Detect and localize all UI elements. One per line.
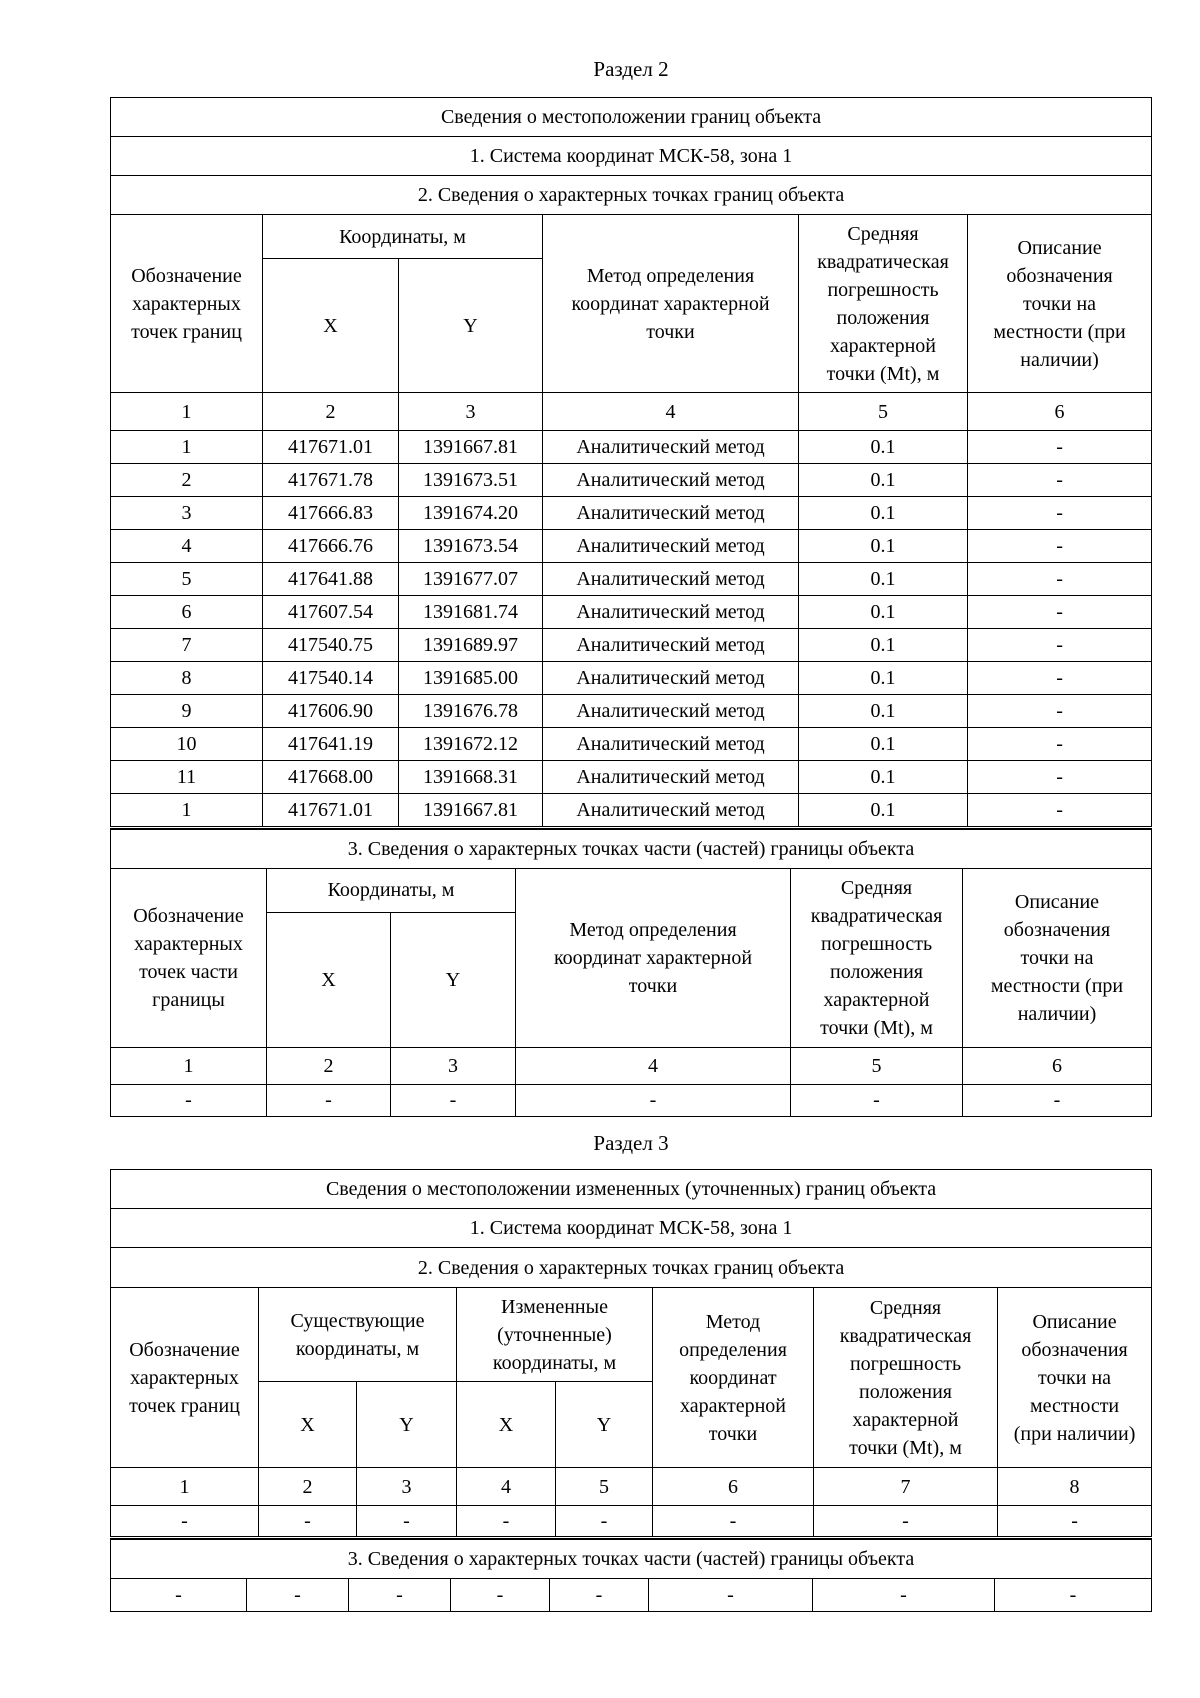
header-description: Описание обозначения точки на местности (при наличии) <box>968 215 1152 393</box>
table-cell: 0.1 <box>799 563 968 596</box>
table-cell: - <box>111 1084 267 1116</box>
table-cell: 4 <box>111 530 263 563</box>
header-coordinates: Координаты, м <box>267 868 516 912</box>
points-subtitle: 2. Сведения о характерных точках границ объекта <box>111 176 1152 215</box>
table-row <box>111 596 1152 629</box>
table-cell: - <box>968 563 1152 596</box>
table-cell: - <box>968 695 1152 728</box>
coordinate-system: 1. Система координат МСК-58, зона 1 <box>111 137 1152 176</box>
table-row <box>111 794 1152 827</box>
header-method: Метод определения координат характерной точки <box>653 1288 814 1468</box>
table-row <box>111 761 1152 794</box>
table-cell: 1 <box>111 794 263 827</box>
table-row <box>111 530 1152 563</box>
section-2-parts-table <box>110 828 1152 1117</box>
table-cell: 417671.01 <box>263 794 399 827</box>
column-numbers-row <box>111 1468 1152 1506</box>
column-number: 1 <box>111 1047 267 1084</box>
table-cell: 0.1 <box>799 794 968 827</box>
table-cell: 5 <box>111 563 263 596</box>
table-cell: 8 <box>111 662 263 695</box>
table-cell: 2 <box>111 464 263 497</box>
table-cell: Аналитический метод <box>543 563 799 596</box>
table-cell: 1391672.12 <box>399 728 543 761</box>
table-cell: 1391668.31 <box>399 761 543 794</box>
column-number: 2 <box>267 1047 391 1084</box>
table-cell: - <box>968 629 1152 662</box>
header-y: Y <box>391 912 516 1047</box>
table-cell: Аналитический метод <box>543 794 799 827</box>
header-designation: Обозначение характерных точек части границы <box>111 868 267 1047</box>
table-row <box>111 728 1152 761</box>
table-cell: - <box>995 1578 1152 1611</box>
table-cell: 1391685.00 <box>399 662 543 695</box>
points-body <box>111 431 1152 827</box>
column-number: 6 <box>653 1468 814 1506</box>
table-cell: 0.1 <box>799 662 968 695</box>
table-cell: 6 <box>111 596 263 629</box>
column-number: 3 <box>391 1047 516 1084</box>
table-cell: - <box>968 596 1152 629</box>
table-cell: - <box>516 1084 791 1116</box>
table-cell: 7 <box>111 629 263 662</box>
table-cell: 0.1 <box>799 761 968 794</box>
header-designation: Обозначение характерных точек границ <box>111 215 263 393</box>
header-y-changed: Y <box>556 1382 653 1468</box>
table-cell: - <box>791 1084 963 1116</box>
table-cell: Аналитический метод <box>543 761 799 794</box>
header-x: X <box>267 912 391 1047</box>
table-row <box>111 1506 1152 1537</box>
table-cell: - <box>968 464 1152 497</box>
header-description: Описание обозначения точки на местности (при наличии) <box>998 1288 1152 1468</box>
table-cell: 9 <box>111 695 263 728</box>
header-error: Средняя квадратическая погрешность положения характерной точки (Mt), м <box>791 868 963 1047</box>
table-cell: 1391667.81 <box>399 794 543 827</box>
table-row <box>111 1578 1152 1611</box>
table-cell: 10 <box>111 728 263 761</box>
header-y: Y <box>399 259 543 393</box>
column-number: 4 <box>543 393 799 431</box>
table-cell: 0.1 <box>799 695 968 728</box>
header-method: Метод определения координат характерной точки <box>543 215 799 393</box>
table-cell: 417641.88 <box>263 563 399 596</box>
section-3-boundaries-table <box>110 1169 1152 1537</box>
table-cell: - <box>968 431 1152 464</box>
parts-subtitle: 3. Сведения о характерных точках части (частей) границы объекта <box>111 1539 1152 1578</box>
column-number: 4 <box>516 1047 791 1084</box>
section-2-boundaries-table <box>110 97 1152 827</box>
column-numbers-row <box>111 393 1152 431</box>
header-x-existing: X <box>259 1382 357 1468</box>
table-cell: - <box>968 728 1152 761</box>
table-cell: 0.1 <box>799 431 968 464</box>
header-x: X <box>263 259 399 393</box>
column-number: 2 <box>263 393 399 431</box>
header-y-existing: Y <box>357 1382 457 1468</box>
table-cell: 1391676.78 <box>399 695 543 728</box>
table-title: Сведения о местоположении границ объекта <box>111 98 1152 137</box>
table-title: Сведения о местоположении измененных (уточненных) границ объекта <box>111 1170 1152 1209</box>
points-subtitle: 2. Сведения о характерных точках границ объекта <box>111 1248 1152 1288</box>
table-cell: 1 <box>111 431 263 464</box>
header-coordinates: Координаты, м <box>263 215 543 259</box>
table-cell: Аналитический метод <box>543 530 799 563</box>
table-cell: - <box>349 1578 451 1611</box>
table-cell: - <box>111 1506 259 1537</box>
table-cell: Аналитический метод <box>543 662 799 695</box>
table-cell: - <box>267 1084 391 1116</box>
table-cell: 0.1 <box>799 497 968 530</box>
table-cell: Аналитический метод <box>543 629 799 662</box>
table-cell: Аналитический метод <box>543 497 799 530</box>
table-cell: Аналитический метод <box>543 596 799 629</box>
table-cell: 0.1 <box>799 629 968 662</box>
table-cell: - <box>968 497 1152 530</box>
table-row <box>111 1084 1152 1116</box>
table-cell: - <box>814 1506 998 1537</box>
table-cell: 417540.14 <box>263 662 399 695</box>
column-number: 1 <box>111 393 263 431</box>
table-cell: 417540.75 <box>263 629 399 662</box>
table-cell: - <box>968 761 1152 794</box>
table-cell: 0.1 <box>799 728 968 761</box>
table-cell: 3 <box>111 497 263 530</box>
column-number: 6 <box>963 1047 1152 1084</box>
table-cell: - <box>259 1506 357 1537</box>
column-number: 5 <box>791 1047 963 1084</box>
table-cell: - <box>550 1578 649 1611</box>
table-cell: - <box>963 1084 1152 1116</box>
table-cell: Аналитический метод <box>543 464 799 497</box>
column-number: 3 <box>357 1468 457 1506</box>
table-cell: - <box>649 1578 813 1611</box>
table-cell: 417671.01 <box>263 431 399 464</box>
section-2-title: Раздел 2 <box>593 57 669 81</box>
header-error: Средняя квадратическая погрешность положения характерной точки (Mt), м <box>799 215 968 393</box>
table-cell: 0.1 <box>799 530 968 563</box>
table-cell: - <box>357 1506 457 1537</box>
section-3-title: Раздел 3 <box>593 1131 669 1155</box>
table-cell: - <box>391 1084 516 1116</box>
table-cell: - <box>998 1506 1152 1537</box>
coordinate-system: 1. Система координат МСК-58, зона 1 <box>111 1209 1152 1248</box>
table-cell: 417607.54 <box>263 596 399 629</box>
table-cell: 417671.78 <box>263 464 399 497</box>
parts-subtitle: 3. Сведения о характерных точках части (частей) границы объекта <box>111 829 1152 868</box>
table-cell: - <box>968 662 1152 695</box>
table-cell: 1391674.20 <box>399 497 543 530</box>
table-row <box>111 695 1152 728</box>
column-number: 1 <box>111 1468 259 1506</box>
table-cell: - <box>968 530 1152 563</box>
table-cell: - <box>813 1578 995 1611</box>
table-cell: Аналитический метод <box>543 695 799 728</box>
table-cell: 11 <box>111 761 263 794</box>
table-cell: 417666.83 <box>263 497 399 530</box>
table-row <box>111 431 1152 464</box>
table-cell: - <box>111 1578 247 1611</box>
table-cell: Аналитический метод <box>543 728 799 761</box>
table-row <box>111 563 1152 596</box>
header-description: Описание обозначения точки на местности (при наличии) <box>963 868 1152 1047</box>
table-row <box>111 464 1152 497</box>
table-cell: 0.1 <box>799 464 968 497</box>
table-cell: - <box>457 1506 556 1537</box>
section-3-parts-table <box>110 1538 1152 1612</box>
table-cell: 417606.90 <box>263 695 399 728</box>
header-error: Средняя квадратическая погрешность положения характерной точки (Mt), м <box>814 1288 998 1468</box>
table-row <box>111 497 1152 530</box>
table-cell: 417666.76 <box>263 530 399 563</box>
column-numbers-row <box>111 1047 1152 1084</box>
table-cell: 1391673.51 <box>399 464 543 497</box>
column-number: 3 <box>399 393 543 431</box>
table-cell: - <box>556 1506 653 1537</box>
column-number: 5 <box>799 393 968 431</box>
table-cell: 1391677.07 <box>399 563 543 596</box>
table-cell: 0.1 <box>799 596 968 629</box>
table-cell: - <box>968 794 1152 827</box>
column-number: 6 <box>968 393 1152 431</box>
table-cell: 1391673.54 <box>399 530 543 563</box>
column-number: 7 <box>814 1468 998 1506</box>
table-cell: 1391689.97 <box>399 629 543 662</box>
header-method: Метод определения координат характерной точки <box>516 868 791 1047</box>
table-cell: - <box>451 1578 550 1611</box>
header-changed-coordinates: Измененные (уточненные) координаты, м <box>457 1288 653 1382</box>
table-cell: Аналитический метод <box>543 431 799 464</box>
column-number: 4 <box>457 1468 556 1506</box>
table-cell: 417641.19 <box>263 728 399 761</box>
table-cell: 1391681.74 <box>399 596 543 629</box>
table-row <box>111 629 1152 662</box>
table-cell: - <box>653 1506 814 1537</box>
table-row <box>111 662 1152 695</box>
table-cell: 417668.00 <box>263 761 399 794</box>
header-existing-coordinates: Существующие координаты, м <box>259 1288 457 1382</box>
column-number: 5 <box>556 1468 653 1506</box>
header-designation: Обозначение характерных точек границ <box>111 1288 259 1468</box>
table-cell: 1391667.81 <box>399 431 543 464</box>
table-cell: - <box>247 1578 349 1611</box>
column-number: 2 <box>259 1468 357 1506</box>
header-x-changed: X <box>457 1382 556 1468</box>
column-number: 8 <box>998 1468 1152 1506</box>
